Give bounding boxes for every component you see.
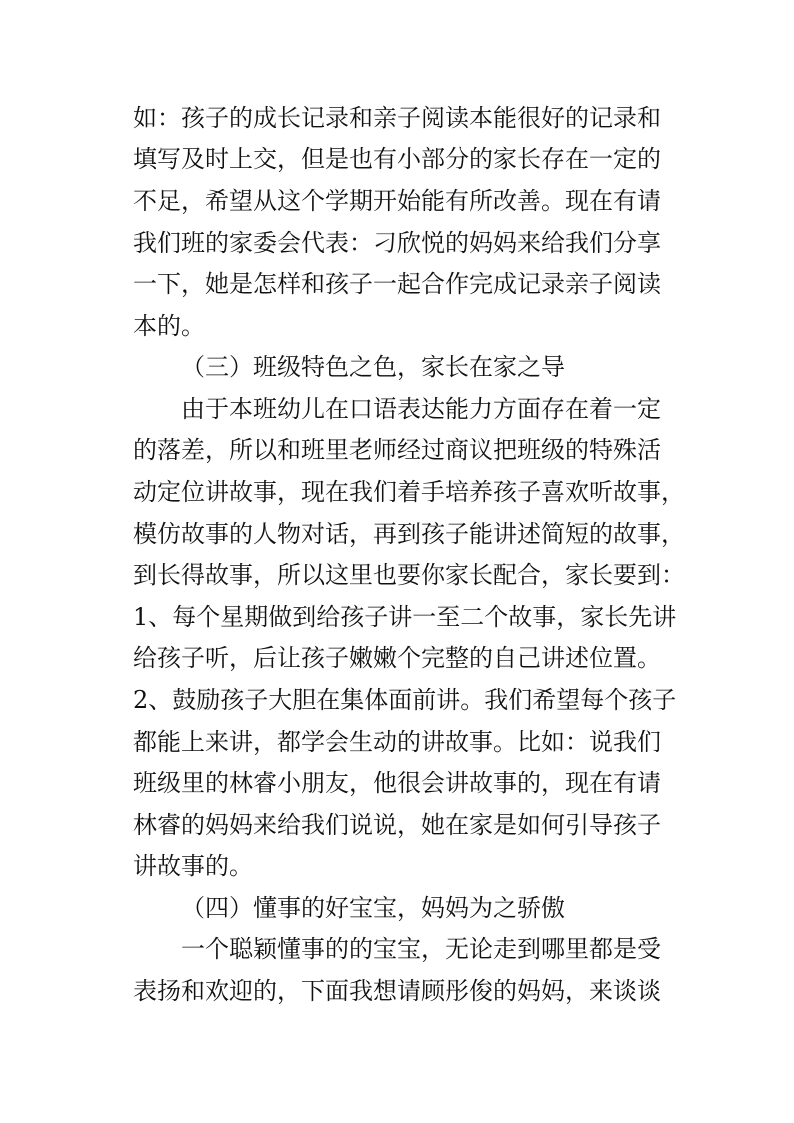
text-line: 不足，希望从这个学期开始能有所改善。现在有请 (133, 187, 661, 215)
text-line: 2、鼓励孩子大胆在集体面前讲。我们希望每个孩子 (133, 686, 677, 714)
text-line: 一下，她是怎样和孩子一起合作完成记录亲子阅读 (133, 270, 661, 298)
text-line: 动定位讲故事，现在我们着手培养孩子喜欢听故事， (133, 478, 685, 506)
section-heading: （四）懂事的好宝宝，妈妈为之骄傲 (181, 894, 565, 922)
text-line: 都能上来讲，都学会生动的讲故事。比如：说我们 (133, 728, 661, 756)
text-line: 如：孩子的成长记录和亲子阅读本能很好的记录和 (133, 104, 661, 132)
text-line: 模仿故事的人物对话，再到孩子能讲述简短的故事， (133, 520, 685, 548)
text-line: 到长得故事，所以这里也要你家长配合，家长要到： (133, 561, 685, 589)
text-line: 的落差，所以和班里老师经过商议把班级的特殊活 (133, 436, 661, 464)
text-line: 我们班的家委会代表：刁欣悦的妈妈来给我们分享 (133, 229, 661, 257)
text-line: 班级里的林睿小朋友，他很会讲故事的，现在有请 (133, 769, 661, 797)
text-line: 1、每个星期做到给孩子讲一至二个故事，家长先讲 (133, 603, 677, 631)
text-line: 一个聪颖懂事的的宝宝，无论走到哪里都是受 (181, 935, 661, 963)
section-heading: （三）班级特色之色，家长在家之导 (181, 353, 565, 381)
text-line: 林睿的妈妈来给我们说说，她在家是如何引导孩子 (133, 811, 661, 839)
text-line: 给孩子听，后让孩子嫩嫩个完整的自己讲述位置。 (133, 644, 661, 672)
text-line: 由于本班幼儿在口语表达能力方面存在着一定 (181, 395, 661, 423)
text-line: 填写及时上交，但是也有小部分的家长存在一定的 (133, 145, 661, 173)
text-line: 讲故事的。 (133, 852, 253, 880)
text-line: 本的。 (133, 312, 205, 340)
text-line: 表扬和欢迎的，下面我想请顾彤俊的妈妈，来谈谈 (133, 977, 661, 1005)
